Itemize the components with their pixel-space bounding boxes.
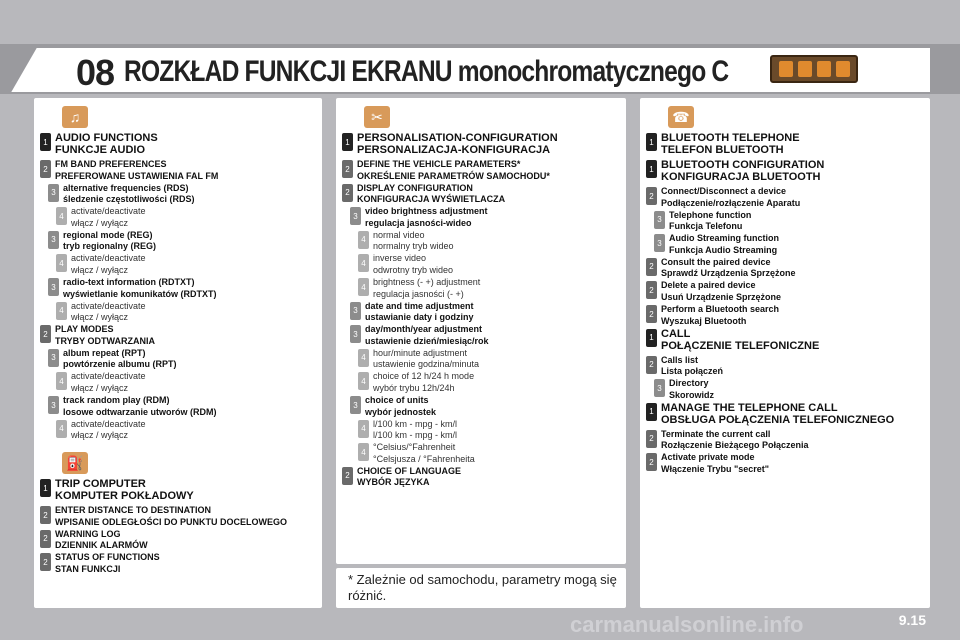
menu-item-line: wybór jednostek (365, 406, 437, 417)
menu-item-line: wybór trybu 12h/24h (373, 382, 455, 393)
menu-item-text (55, 529, 148, 552)
level-badge: 4 (56, 302, 67, 320)
level-badge: 3 (350, 325, 361, 343)
level-badge: 1 (40, 133, 51, 151)
menu-item-line: activate/deactivate (71, 371, 146, 382)
menu-item-level-2 (40, 159, 218, 182)
menu-item-line: odwrotny tryb wideo (373, 264, 454, 275)
menu-item-line: Perform a Bluetooth search (661, 304, 780, 314)
menu-item-text (365, 324, 489, 347)
level-badge: 3 (48, 349, 59, 367)
menu-item-level-2 (342, 466, 461, 489)
menu-item-text (63, 183, 195, 206)
level-badge: 2 (646, 356, 657, 374)
menu-item-text (661, 452, 769, 475)
speaker-icon: ♫ (62, 106, 88, 128)
menu-item-level-3 (48, 183, 195, 206)
menu-item-level-4 (56, 206, 146, 229)
menu-item-line: normal video (373, 229, 425, 240)
menu-item-level-4 (56, 371, 146, 394)
menu-item-text (63, 277, 217, 300)
menu-item-level-2 (646, 280, 781, 303)
menu-item-line: regulacja jasności (- +) (373, 288, 464, 299)
level-badge: 2 (646, 305, 657, 323)
level-badge: 3 (654, 211, 665, 229)
menu-item-level-4 (358, 371, 474, 394)
menu-item-line: Activate private mode (661, 452, 755, 463)
menu-item-line: Rozłączenie Bieżącego Połączenia (661, 440, 809, 451)
menu-item-level-3 (48, 277, 217, 300)
menu-item-text (661, 304, 779, 327)
menu-item-level-1 (40, 132, 158, 156)
menu-item-text (357, 132, 558, 156)
level-badge: 2 (40, 506, 51, 524)
menu-item-level-2 (40, 552, 160, 575)
level-badge: 2 (646, 430, 657, 448)
chapter-number: 08 (76, 52, 115, 93)
menu-item-level-3 (48, 395, 217, 418)
menu-item-text (661, 328, 819, 352)
menu-item-line: FUNKCJE AUDIO (55, 144, 146, 156)
menu-item-text (71, 206, 146, 229)
menu-item-line: Telephone function (669, 209, 752, 220)
level-badge: 4 (358, 420, 369, 438)
level-badge: 4 (358, 254, 369, 272)
menu-item-line: DEFINE THE VEHICLE PARAMETERS* (357, 159, 521, 169)
level-badge: 4 (56, 372, 67, 390)
menu-item-text (63, 348, 177, 371)
menu-item-line: Usuń Urządzenie Sprzężone (661, 291, 782, 302)
menu-item-level-2 (40, 529, 148, 552)
level-badge: 2 (646, 453, 657, 471)
menu-item-line: STATUS OF FUNCTIONS (55, 552, 160, 563)
menu-item-line: regulacja jasności-wideo (365, 217, 472, 228)
menu-item-line: wyświetlanie komunikatów (RDTXT) (63, 288, 217, 299)
menu-item-level-2 (646, 452, 769, 475)
menu-item-line: WPISANIE ODLEGŁOŚCI DO PUNKTU DOCELOWEGO (55, 516, 288, 527)
level-badge: 2 (40, 325, 51, 343)
menu-item-level-4 (56, 301, 146, 324)
menu-item-text (55, 324, 155, 347)
level-badge: 4 (358, 372, 369, 390)
level-badge: 3 (350, 302, 361, 320)
menu-item-line: day/month/year adjustment (365, 324, 483, 335)
menu-item-line: inverse video (373, 253, 427, 264)
menu-item-text (669, 378, 714, 401)
menu-item-text (661, 402, 894, 426)
menu-item-line: Podłączenie/rozłączenie Aparatu (661, 197, 801, 208)
menu-item-level-2 (40, 324, 155, 347)
menu-item-level-3 (350, 301, 474, 324)
menu-item-line: Sprawdź Urządzenia Sprzężone (661, 268, 796, 279)
level-badge: 2 (646, 281, 657, 299)
menu-item-level-3 (48, 230, 156, 253)
level-badge: 2 (40, 160, 51, 178)
menu-item-text (373, 348, 479, 371)
menu-item-text (661, 132, 800, 156)
menu-item-text (661, 280, 781, 303)
menu-item-line: l/100 km - mpg - km/l (373, 418, 458, 429)
menu-item-level-3 (350, 395, 436, 418)
level-badge: 2 (40, 553, 51, 571)
menu-item-text (373, 442, 475, 465)
menu-item-text (373, 230, 454, 253)
menu-item-level-3 (654, 233, 779, 256)
level-badge: 2 (342, 184, 353, 202)
menu-item-level-2 (646, 355, 723, 378)
level-badge: 4 (56, 254, 67, 272)
menu-item-level-3 (654, 378, 714, 401)
menu-item-line: Delete a paired device (661, 280, 756, 291)
level-badge: 4 (358, 231, 369, 249)
menu-item-line: DISPLAY CONFIGURATION (357, 182, 473, 193)
menu-item-level-4 (56, 253, 146, 276)
menu-item-line: powtórzenie albumu (RPT) (63, 359, 177, 370)
level-badge: 4 (56, 207, 67, 225)
menu-item-text (661, 355, 723, 378)
menu-item-line: regional mode (REG) (63, 229, 153, 240)
menu-item-line: Funkcja Telefonu (669, 221, 743, 232)
menu-item-line: hour/minute adjustment (373, 347, 468, 358)
level-badge: 4 (56, 420, 67, 438)
menu-item-text (661, 186, 800, 209)
menu-item-text (63, 395, 217, 418)
menu-item-text (669, 233, 779, 256)
menu-item-line: date and time adjustment (365, 300, 474, 311)
menu-item-line: ustawienie dzień/miesiąc/rok (365, 335, 489, 346)
menu-item-line: l/100 km - mpg - km/l (373, 430, 458, 441)
menu-item-line: BLUETOOTH TELEPHONE (661, 132, 800, 144)
menu-item-level-4 (358, 253, 453, 276)
menu-item-line: ustawienie godzina/minuta (373, 359, 480, 370)
menu-item-level-4 (358, 419, 457, 442)
menu-item-level-4 (358, 442, 475, 465)
menu-item-level-2 (40, 505, 287, 528)
level-badge: 2 (646, 258, 657, 276)
menu-item-text (55, 478, 194, 502)
menu-item-line: °Celsius/°Fahrenheit (373, 442, 456, 453)
menu-item-text (669, 210, 751, 233)
level-badge: 2 (646, 187, 657, 205)
menu-item-line: activate/deactivate (71, 418, 146, 429)
level-badge: 1 (342, 133, 353, 151)
menu-item-line: WYBÓR JĘZYKA (357, 477, 430, 488)
menu-item-line: album repeat (RPT) (63, 347, 146, 358)
menu-item-level-2 (342, 159, 550, 182)
menu-item-text (357, 183, 505, 206)
menu-item-text (365, 206, 488, 229)
menu-item-line: BLUETOOTH CONFIGURATION (661, 159, 825, 171)
menu-item-text (357, 466, 461, 489)
menu-item-level-2 (342, 183, 505, 206)
footnote: * Zależnie od samochodu, parametry mogą się różnić. (348, 572, 617, 603)
menu-item-level-1 (646, 159, 824, 183)
menu-item-line: activate/deactivate (71, 253, 146, 264)
menu-item-level-2 (646, 257, 796, 280)
level-badge: 2 (342, 160, 353, 178)
menu-item-line: choice of units (365, 395, 429, 405)
level-badge: 1 (646, 160, 657, 178)
menu-item-line: losowe odtwarzanie utworów (RDM) (63, 406, 217, 417)
menu-item-level-4 (56, 419, 146, 442)
menu-item-level-1 (646, 132, 800, 156)
menu-item-line: ENTER DISTANCE TO DESTINATION (55, 505, 212, 515)
menu-item-line: włącz / wyłącz (71, 430, 129, 441)
level-badge: 1 (646, 403, 657, 421)
menu-item-level-1 (40, 478, 194, 502)
menu-item-text (373, 371, 474, 394)
level-badge: 3 (48, 184, 59, 202)
level-badge: 3 (48, 231, 59, 249)
menu-item-text (365, 395, 436, 418)
monochrome-display-icon (770, 55, 858, 83)
menu-item-text (63, 230, 156, 253)
menu-item-line: KONFIGURACJA BLUETOOTH (661, 171, 821, 183)
menu-item-text (71, 253, 146, 276)
menu-item-text (71, 371, 146, 394)
level-badge: 1 (646, 133, 657, 151)
level-badge: 3 (350, 396, 361, 414)
menu-item-line: CALL (661, 327, 691, 340)
menu-item-line: TRYBY ODTWARZANIA (55, 335, 155, 346)
menu-item-line: POŁĄCZENIE TELEFONICZNE (661, 339, 820, 352)
menu-item-level-2 (646, 186, 800, 209)
menu-item-text (71, 419, 146, 442)
menu-item-text (55, 505, 287, 528)
menu-item-line: radio-text information (RDTXT) (63, 277, 195, 287)
menu-item-line: alternative frequencies (RDS) (63, 182, 189, 193)
menu-item-level-4 (358, 277, 480, 300)
menu-item-text (71, 301, 146, 324)
phone-icon: ☎ (668, 106, 694, 128)
menu-item-level-4 (358, 348, 479, 371)
menu-item-level-2 (646, 304, 779, 327)
menu-item-level-3 (350, 324, 489, 347)
menu-item-line: KOMPUTER POKŁADOWY (55, 490, 194, 502)
menu-item-line: STAN FUNKCJI (55, 563, 121, 574)
menu-item-text (365, 301, 474, 324)
menu-item-line: TELEFON BLUETOOTH (661, 144, 784, 156)
level-badge: 3 (48, 396, 59, 414)
menu-item-line: włącz / wyłącz (71, 264, 129, 275)
menu-item-line: śledzenie częstotliwości (RDS) (63, 194, 195, 205)
page-number: 9.15 (898, 612, 926, 628)
level-badge: 1 (646, 329, 657, 347)
menu-item-line: activate/deactivate (71, 206, 146, 217)
menu-item-line: MANAGE THE TELEPHONE CALL (661, 401, 838, 414)
menu-item-line: Skorowidz (669, 389, 715, 400)
menu-item-level-2 (646, 429, 809, 452)
menu-item-line: Consult the paired device (661, 256, 771, 267)
menu-item-line: włącz / wyłącz (71, 217, 129, 228)
level-badge: 3 (350, 207, 361, 225)
menu-item-line: video brightness adjustment (365, 206, 488, 217)
level-badge: 1 (40, 479, 51, 497)
menu-item-line: normalny tryb wideo (373, 241, 454, 252)
watermark: carmanualsonline.info (570, 612, 804, 637)
menu-item-text (661, 257, 796, 280)
menu-item-line: PERSONALIZACJA-KONFIGURACJA (357, 144, 551, 156)
menu-item-level-3 (350, 206, 488, 229)
menu-item-line: OKREŚLENIE PARAMETRÓW SAMOCHODU* (357, 170, 550, 181)
menu-item-line: tryb regionalny (REG) (63, 241, 157, 252)
menu-item-line: włącz / wyłącz (71, 312, 129, 323)
menu-item-text (55, 159, 218, 182)
menu-item-line: track random play (RDM) (63, 395, 170, 405)
menu-item-line: DZIENNIK ALARMÓW (55, 540, 148, 551)
menu-item-line: KONFIGURACJA WYŚWIETLACZA (357, 194, 506, 205)
menu-item-line: WARNING LOG (55, 528, 121, 539)
menu-item-line: Calls list (661, 354, 699, 365)
menu-item-text (661, 159, 824, 183)
menu-item-level-4 (358, 230, 454, 253)
menu-item-line: Wyszukaj Bluetooth (661, 315, 747, 326)
menu-item-line: PLAY MODES (55, 324, 114, 335)
menu-item-line: Connect/Disconnect a device (661, 186, 787, 196)
menu-item-level-1 (646, 328, 819, 352)
menu-item-line: °Celsjusza / °Fahrenheita (373, 453, 475, 464)
menu-item-line: Lista połączeń (661, 366, 724, 377)
menu-item-level-1 (342, 132, 558, 156)
menu-item-line: choice of 12 h/24 h mode (373, 371, 475, 382)
menu-item-line: FM BAND PREFERENCES (55, 159, 167, 169)
menu-item-text (373, 419, 457, 442)
menu-item-line: PREFEROWANE USTAWIENIA FAL FM (55, 170, 219, 181)
tools-icon: ✂ (364, 106, 390, 128)
menu-item-text (373, 253, 453, 276)
menu-item-text (661, 429, 809, 452)
level-badge: 4 (358, 278, 369, 296)
menu-item-line: ustawianie daty i godziny (365, 312, 474, 323)
page-title: ROZKŁAD FUNKCJI EKRANU monochromatycznego C (124, 55, 729, 88)
menu-item-text (55, 552, 160, 575)
level-badge: 3 (654, 379, 665, 397)
menu-item-line: Włączenie Trybu "secret" (661, 463, 770, 474)
menu-item-line: PERSONALISATION-CONFIGURATION (357, 132, 558, 144)
menu-item-line: Funkcja Audio Streaming (669, 244, 778, 255)
menu-item-line: włącz / wyłącz (71, 382, 129, 393)
menu-item-line: brightness (- +) adjustment (373, 277, 481, 287)
menu-item-line: AUDIO FUNCTIONS (55, 132, 158, 144)
menu-item-line: TRIP COMPUTER (55, 478, 146, 490)
menu-item-line: OBSŁUGA POŁĄCZENIA TELEFONICZNEGO (661, 413, 895, 426)
level-badge: 4 (358, 443, 369, 461)
menu-item-line: CHOICE OF LANGUAGE (357, 465, 462, 476)
level-badge: 2 (342, 467, 353, 485)
menu-item-level-3 (654, 210, 751, 233)
level-badge: 2 (40, 530, 51, 548)
menu-item-level-1 (646, 402, 894, 426)
menu-item-text (373, 277, 480, 300)
menu-item-line: Audio Streaming function (669, 233, 779, 244)
menu-item-line: Directory (669, 378, 709, 389)
menu-item-level-3 (48, 348, 177, 371)
menu-item-line: activate/deactivate (71, 300, 146, 311)
menu-item-line: Terminate the current call (661, 428, 771, 439)
level-badge: 3 (654, 234, 665, 252)
level-badge: 4 (358, 349, 369, 367)
fuel-pump-icon: ⛽ (62, 452, 88, 474)
menu-item-text (55, 132, 158, 156)
level-badge: 3 (48, 278, 59, 296)
menu-item-text (357, 159, 550, 182)
